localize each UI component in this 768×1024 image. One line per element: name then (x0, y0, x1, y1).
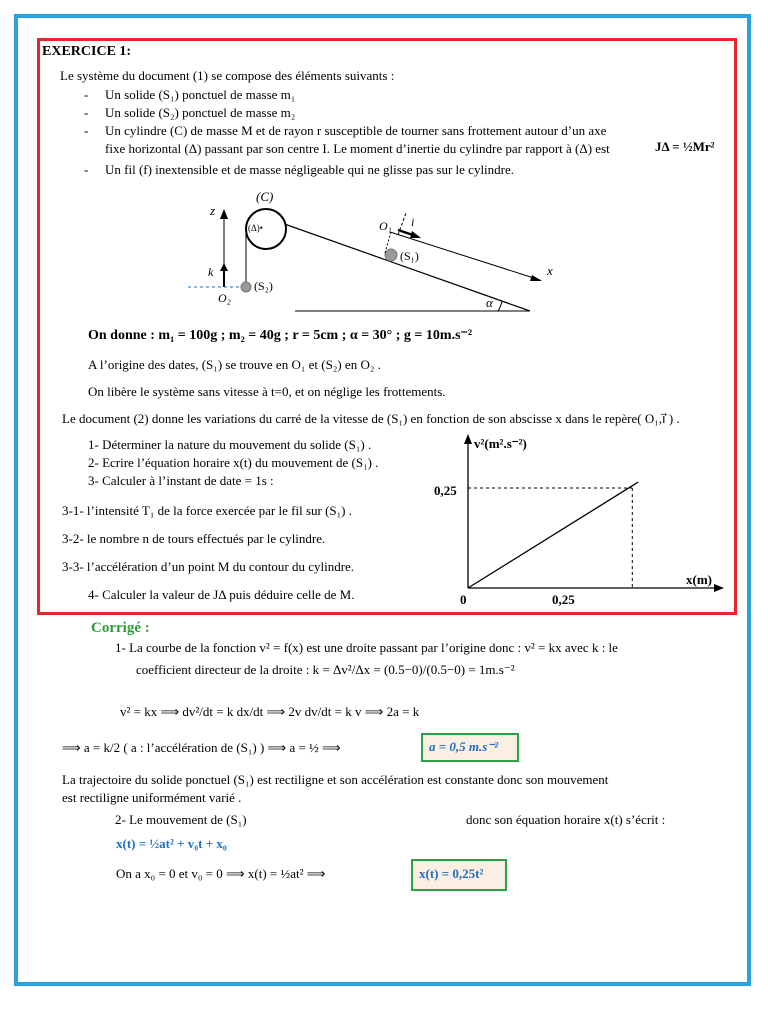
question-3: 3- Calculer à l’instant de date = 1s : (88, 473, 274, 488)
mass-s2 (241, 282, 251, 292)
label-s2: (S₂) (254, 279, 273, 293)
chart-xlabel: x(m) (686, 572, 712, 587)
chart-xtick-0: 0 (460, 592, 467, 607)
chart-svg (420, 432, 730, 610)
origine-text: A l’origine des dates, (S₁) se trouve en O₁ et (S₂) en O₂ . (88, 357, 381, 372)
corrige-p1a: 1- La courbe de la fonction v² = f(x) est une droite passant par l’origine donc : v² = kx avec k : le (115, 640, 618, 655)
chart-xtick-1: 0,25 (552, 592, 575, 607)
label-c: (C) (256, 189, 274, 204)
chart-ytick-0: 0,25 (434, 483, 457, 498)
label-z: z (210, 203, 216, 218)
question-3-2: 3-2- le nombre n de tours effectués par le cylindre. (62, 531, 326, 546)
corrige-p3a: 2- Le mouvement de (S₁) (115, 812, 247, 827)
corrige-eq3: x(t) = ½at² + v₀t + x₀ (116, 836, 227, 851)
item-cylinder: Un cylindre (C) de masse M et de rayon r susceptible de tourner sans frottement autour d’un axe (105, 123, 607, 138)
label-k: k⃗ (208, 265, 223, 279)
bullet: - (84, 123, 89, 138)
label-s1: (S₁) (400, 249, 419, 263)
item-fil: Un fil (f) inextensible et de masse négligeable qui ne glisse pas sur le cylindre. (105, 162, 515, 177)
exercise-title: EXERCICE 1: (42, 44, 132, 59)
label-x: x (547, 263, 553, 278)
answer-a: a = 0,5 m.s⁻² (429, 739, 499, 754)
exercise-intro: Le système du document (1) se compose des éléments suivants : (60, 68, 395, 83)
bullet: - (84, 162, 89, 177)
question-1: 1- Déterminer la nature du mouvement du solide (S₁) . (88, 437, 372, 452)
item-s2: Un solide (S₂) ponctuel de masse m₂ (105, 105, 296, 120)
corrige-eq4: On a x₀ = 0 et v₀ = 0 ⟹ x(t) = ½at² ⟹ (116, 866, 326, 881)
corrige-p1b: coefficient directeur de la droite : k = Δv²/Δx = (0.5−0)/(0.5−0) = 1m.s⁻² (136, 662, 515, 677)
bullet: - (84, 87, 89, 102)
label-o1: O₁ (379, 219, 392, 233)
label-delta: (Δ)• (248, 223, 263, 233)
corrige-title: Corrigé : (91, 620, 150, 636)
answer-box-a (421, 733, 519, 762)
corrige-p3b: donc son équation horaire x(t) s’écrit : (466, 812, 666, 827)
data-line (468, 482, 638, 588)
answer-x: x(t) = 0,25t² (419, 866, 484, 881)
mass-s1 (385, 249, 397, 261)
answer-box-x (411, 859, 507, 891)
doc2-text: Le document (2) donne les variations du carré de la vitesse de (S₁) en fonction de son abscisse x dans le repère( O₁,i⃗ ) . (62, 411, 680, 426)
chart-ylabel: v²(m².s⁻²) (474, 436, 527, 451)
question-3-1: 3-1- l’intensité T₁ de la force exercée par le fil sur (S₁) . (62, 503, 353, 518)
corrige-eq2: ⟹ a = k/2 ( a : l’accélération de (S₁) ) ⟹ a = ½ ⟹ (62, 740, 341, 755)
question-3-3: 3-3- l’accélération d’un point M du contour du cylindre. (62, 559, 355, 574)
corrige-eq1: v² = kx ⟹ dv²/dt = k dx/dt ⟹ 2v dv/dt = k v ⟹ 2a = k (120, 704, 420, 719)
y-axis-arrow (464, 434, 472, 444)
system-figure (180, 185, 560, 315)
corrige-p2a: La trajectoire du solide ponctuel (S₁) est rectiligne et son accélération est constante donc son mouvement (62, 772, 609, 787)
item-cylinder-2: fixe horizontal (Δ) passant par son centre I. Le moment d’inertie du cylindre par rapport à (Δ) est (105, 141, 610, 156)
corrige-p2b: est rectiligne uniformément varié . (62, 790, 242, 805)
inertia-formula: JΔ = ½Mr² (655, 139, 715, 154)
question-4: 4- Calculer la valeur de JΔ puis déduire celle de M. (88, 587, 355, 602)
question-2: 2- Ecrire l’équation horaire x(t) du mouvement de (S₁) . (88, 455, 379, 470)
libere-text: On libère le système sans vitesse à t=0, et on néglige les frottements. (88, 384, 446, 399)
x-axis-arrow (714, 584, 724, 592)
item-s1: Un solide (S₁) ponctuel de masse m₁ (105, 87, 296, 102)
label-alpha: α (486, 295, 493, 310)
graph-doc2 (420, 432, 730, 610)
bullet: - (84, 105, 89, 120)
donnees: On donne : m₁ = 100g ; m₂ = 40g ; r = 5cm ; α = 30° ; g = 10m.s⁻² (88, 328, 473, 343)
label-i: i⃗ (411, 215, 424, 229)
label-o2: O₂ (218, 291, 231, 305)
